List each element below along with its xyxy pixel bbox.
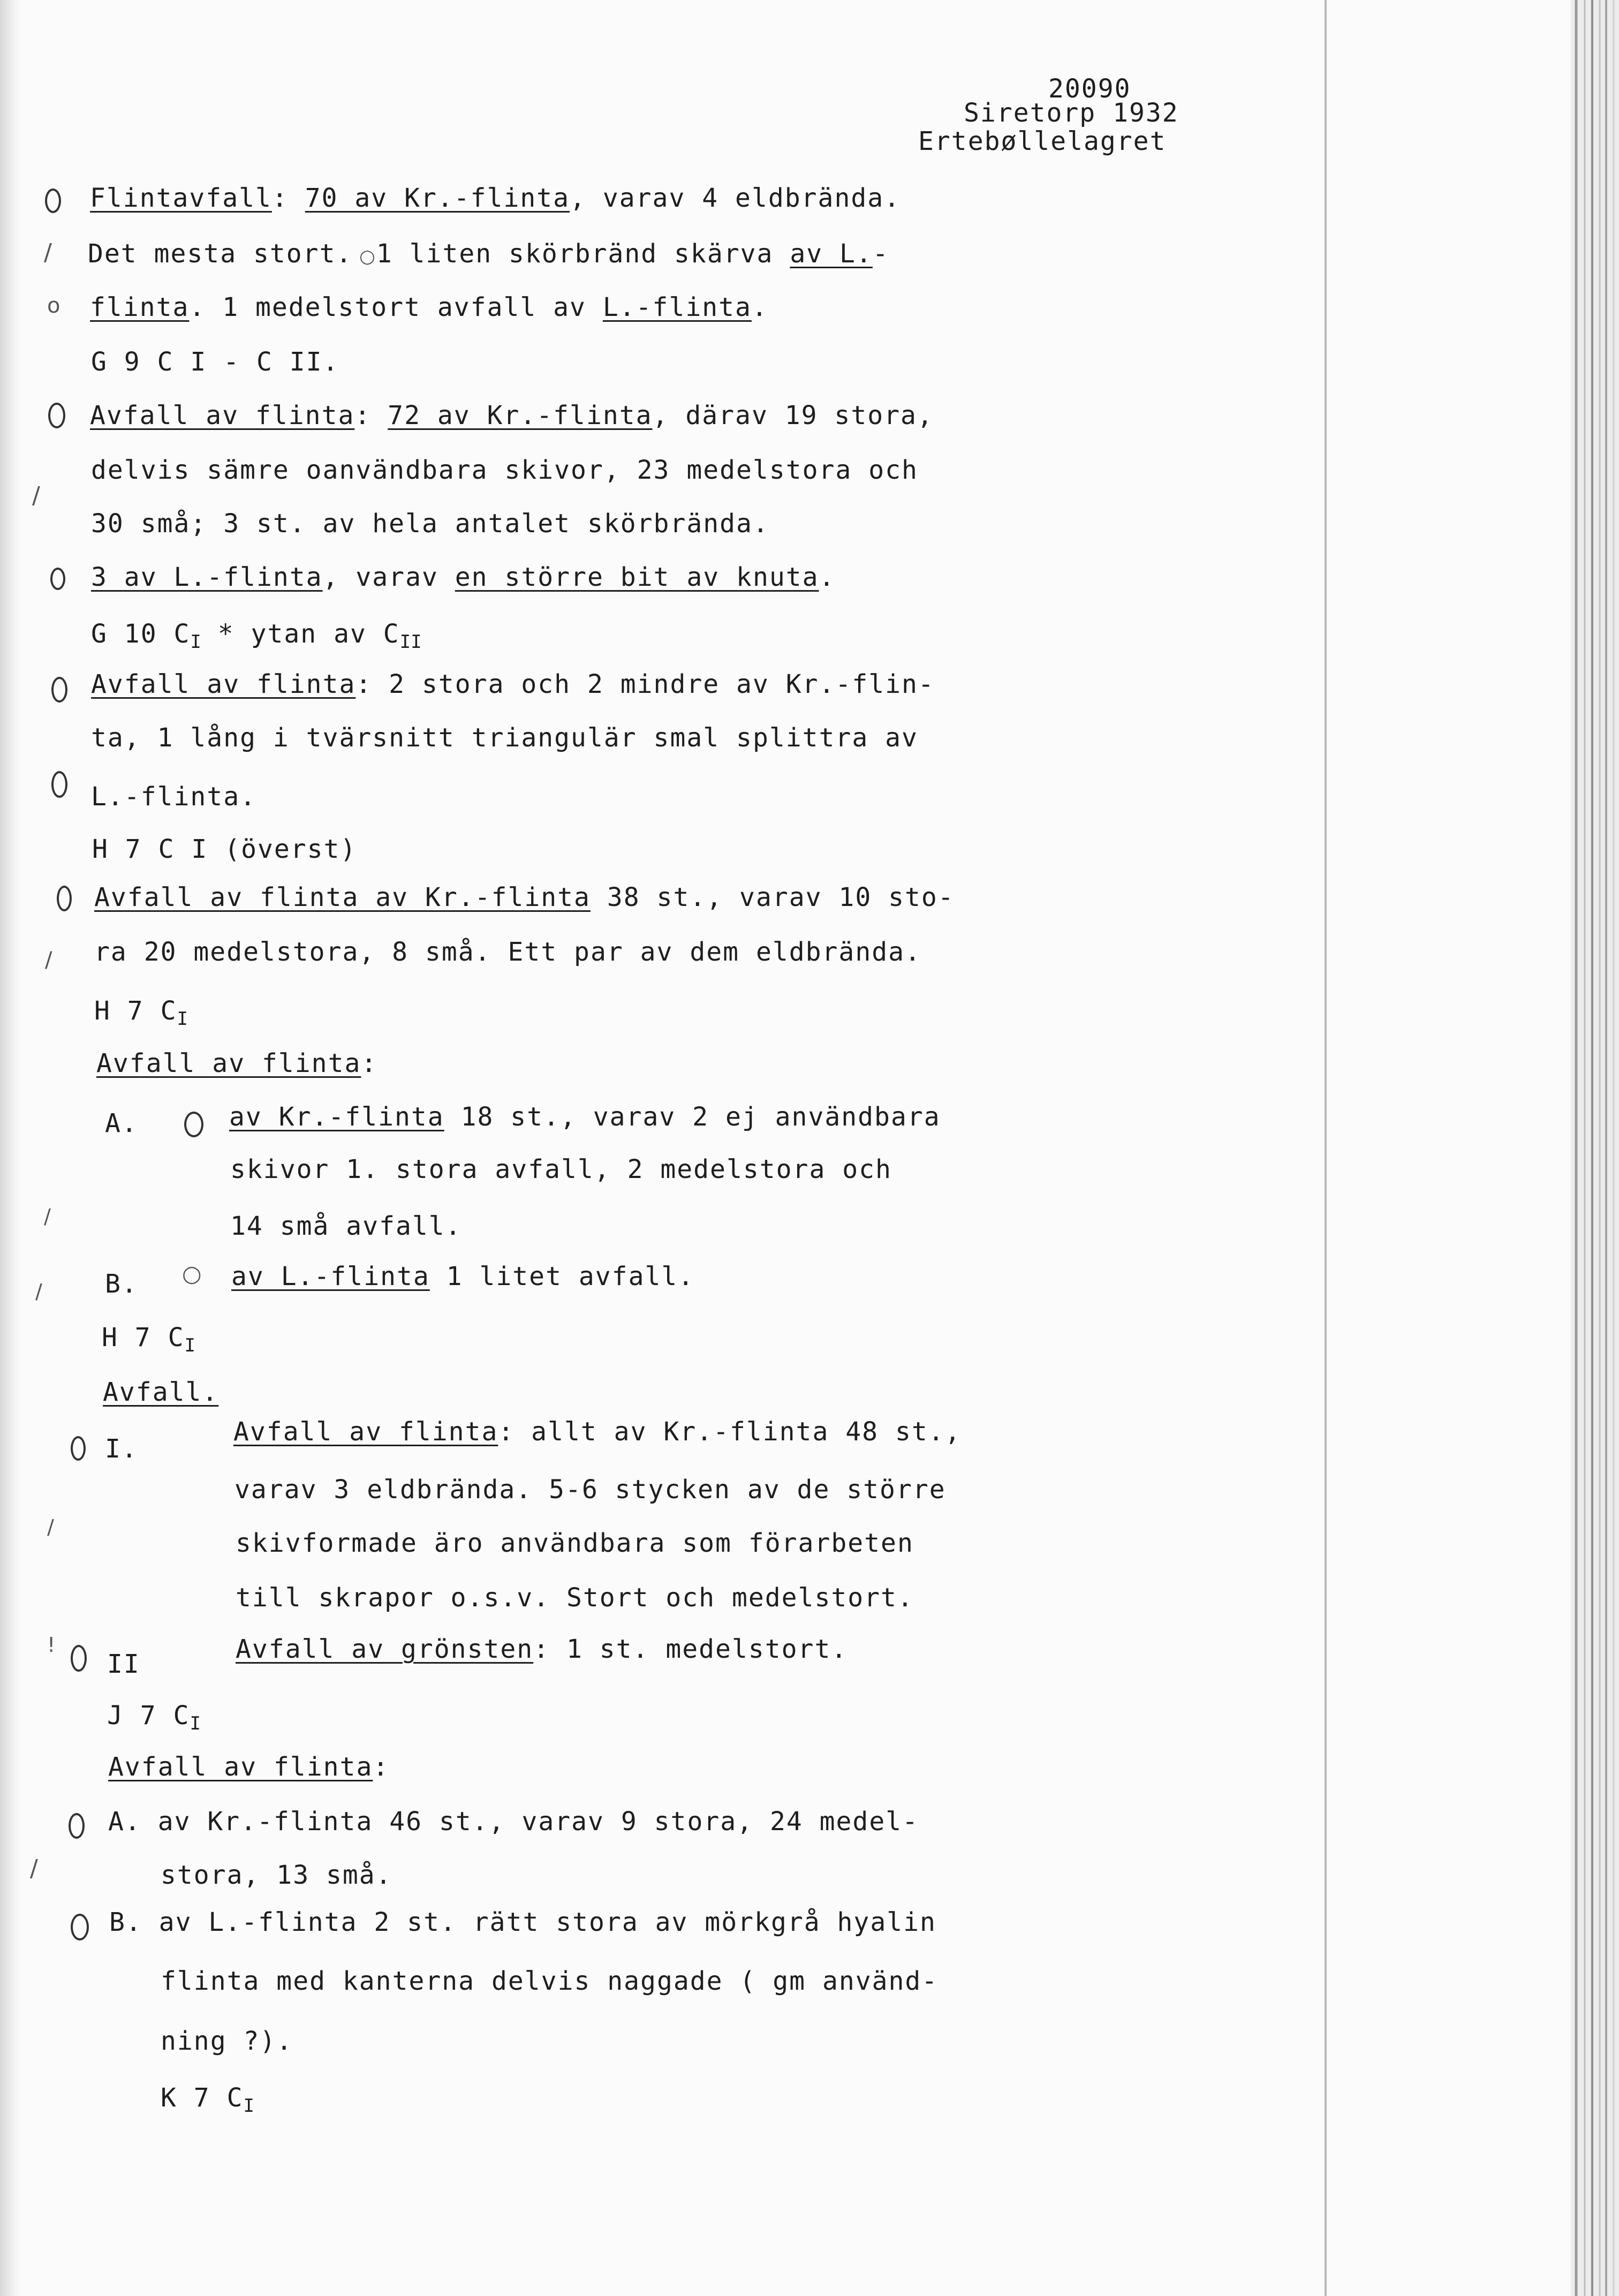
- entry-2-line-3: 30 små; 3 st. av hela antalet skörbrända.: [91, 509, 769, 539]
- entry-7-heading: [108, 1752, 389, 1782]
- entry-6-i-line-3: skivformade äro användbara som förarbeten: [236, 1528, 914, 1558]
- entry-5-heading: [96, 1048, 377, 1078]
- entry-4-line-1: [94, 882, 955, 912]
- entry-5-a-line-3: 14 små avfall.: [230, 1211, 462, 1241]
- entry-3-line-2: ta, 1 lång i tvärsnitt triangulär smal splittra av: [91, 723, 918, 753]
- text: L.-flinta: [602, 292, 752, 322]
- entry-5-a-line-2: skivor 1. stora avfall, 2 medelstora och: [230, 1154, 892, 1184]
- document-number: 20090: [1048, 74, 1131, 104]
- entry-label: Avfall av flinta: [96, 1048, 361, 1078]
- list-key: I.: [105, 1434, 138, 1464]
- text: 18 st., varav 2 ej användbara: [444, 1102, 941, 1132]
- margin-check-mark: /: [45, 948, 52, 972]
- text: :: [354, 401, 388, 430]
- subscript: I: [190, 631, 201, 653]
- margin-check-mark: /: [44, 239, 52, 266]
- entry-1-line-2: [88, 239, 889, 269]
- text: : allt av Kr.-flinta 48 st.,: [498, 1417, 962, 1447]
- entry-7-a-line-1: A. av Kr.-flinta 46 st., varav 9 stora, 24 medel-: [108, 1807, 919, 1837]
- entry-2-line-4: [91, 562, 835, 592]
- list-key: B.: [105, 1269, 138, 1299]
- margin-check-mark: !: [47, 1633, 56, 1657]
- page-edge-shadow: [0, 0, 21, 2296]
- grid-reference: [94, 996, 188, 1030]
- entry-7-b-line-1: B. av L.-flinta 2 st. rätt stora av mörkgrå hyalin: [109, 1907, 936, 1937]
- margin-circle-mark: o: [47, 293, 60, 318]
- text: Avfall av grönsten: [236, 1634, 534, 1664]
- text: G 10 C: [91, 619, 191, 649]
- entry-6-i-line-4: till skrapor o.s.v. Stort och medelstort.: [236, 1583, 914, 1613]
- margin-circle-mark: [45, 188, 61, 213]
- entry-label: Avfall av flinta: [91, 669, 356, 699]
- text: :: [271, 183, 305, 213]
- entry-7-a-line-2: stora, 13 små.: [161, 1860, 392, 1890]
- text: 1 liten skörbränd skärva: [376, 239, 790, 269]
- entry-6-i-line-2: varav 3 eldbrända. 5-6 stycken av de större: [234, 1475, 946, 1505]
- inline-circle-mark: ○: [352, 246, 376, 267]
- text: . 1 medelstort avfall av: [189, 292, 603, 322]
- margin-circle-mark: [71, 1436, 86, 1461]
- text: Avfall av flinta: [233, 1417, 498, 1447]
- margin-check-mark: /: [44, 1205, 51, 1228]
- margin-circle-mark: [71, 1914, 89, 1940]
- text: : 2 stora och 2 mindre av Kr.-flin-: [355, 669, 935, 699]
- entry-5-a-line-1: [229, 1102, 941, 1132]
- text: en större bit av knuta: [455, 562, 819, 592]
- text: , därav 19 stora,: [652, 401, 934, 430]
- subscript: I: [243, 2095, 254, 2117]
- text: H 7 C: [94, 996, 177, 1026]
- text: K 7 C: [161, 2083, 244, 2113]
- subscript: I: [190, 1713, 201, 1734]
- list-key: II: [107, 1649, 140, 1679]
- grid-reference: G 9 C I - C II.: [91, 347, 339, 377]
- site-name: Siretorp 1932: [964, 98, 1179, 128]
- text: : 1 st. medelstort.: [533, 1634, 848, 1664]
- margin-check-mark: /: [35, 1280, 42, 1303]
- text: , varav: [322, 562, 455, 592]
- margin-check-mark: /: [32, 482, 40, 509]
- text: av L.: [790, 239, 873, 269]
- entry-2-line-1: [90, 401, 934, 430]
- subscript: I: [184, 1335, 195, 1356]
- text: * ytan av C: [201, 619, 400, 649]
- text: -: [872, 239, 889, 269]
- grid-reference: [91, 619, 422, 653]
- grid-reference: [102, 1323, 195, 1356]
- text: 70 av Kr.-flinta: [305, 183, 570, 213]
- text: av L.-flinta: [231, 1262, 430, 1292]
- entry-3-line-1: [91, 669, 935, 699]
- subscript: I: [177, 1008, 188, 1030]
- text: 72 av Kr.-flinta: [388, 401, 653, 430]
- margin-circle-mark: [57, 886, 72, 911]
- text: 38 st., varav 10 sto-: [590, 882, 955, 912]
- entry-4-line-2: ra 20 medelstora, 8 små. Ett par av dem eldbrända.: [94, 937, 921, 967]
- margin-circle-mark: [48, 403, 65, 428]
- text: 3 av L.-flinta: [91, 562, 323, 592]
- margin-circle-mark: [51, 771, 67, 798]
- margin-circle-mark: [50, 568, 65, 590]
- entry-5-b-line-1: [231, 1262, 694, 1292]
- margin-circle-mark: ○: [182, 1260, 202, 1287]
- entry-7-b-line-2: flinta med kanterna delvis naggade ( gm använd-: [161, 1966, 939, 1996]
- entry-6-ii-line-1: [236, 1634, 848, 1664]
- entry-7-b-line-3: ning ?).: [161, 2026, 293, 2056]
- entry-1-line-1: [90, 183, 901, 213]
- entry-label: Avfall av flinta av Kr.-flinta: [94, 882, 591, 912]
- entry-1-line-3: [90, 292, 768, 322]
- entry-2-line-2: delvis sämre oanvändbara skivor, 23 medelstora och: [91, 455, 918, 485]
- subscript: II: [399, 631, 422, 653]
- entry-6-i-line-1: [233, 1417, 962, 1447]
- book-binding-edge: [1325, 0, 1619, 2296]
- entry-label: Avfall av flinta: [108, 1752, 373, 1782]
- entry-label: Avfall.: [103, 1377, 219, 1407]
- text: av Kr.-flinta: [229, 1102, 444, 1132]
- entry-6-heading: [103, 1377, 218, 1407]
- list-key: A.: [105, 1108, 138, 1138]
- layer-name: Ertebøllelagret: [918, 126, 1167, 156]
- entry-label: Flintavfall: [90, 183, 272, 213]
- text: .: [751, 292, 768, 322]
- margin-check-mark: /: [47, 1515, 54, 1539]
- entry-label: Avfall av flinta: [90, 401, 355, 430]
- text: Det mesta stort.: [88, 239, 353, 269]
- margin-circle-mark: [71, 1645, 87, 1672]
- grid-reference: [161, 2083, 254, 2117]
- margin-circle-mark: [184, 1112, 203, 1137]
- text: .: [819, 562, 836, 592]
- text: J 7 C: [107, 1701, 190, 1731]
- margin-circle-mark: [69, 1813, 85, 1839]
- text: , varav 4 eldbrända.: [570, 183, 901, 213]
- text: 1 litet avfall.: [429, 1262, 695, 1292]
- text: :: [361, 1048, 378, 1078]
- text: H 7 C: [102, 1323, 185, 1353]
- entry-3-line-3: L.-flinta.: [91, 782, 256, 812]
- margin-check-mark: /: [30, 1855, 38, 1882]
- margin-circle-mark: [51, 677, 67, 703]
- grid-reference: [107, 1701, 201, 1734]
- grid-reference: H 7 C I (överst): [92, 834, 357, 864]
- text: :: [373, 1752, 390, 1782]
- text: flinta: [90, 292, 190, 322]
